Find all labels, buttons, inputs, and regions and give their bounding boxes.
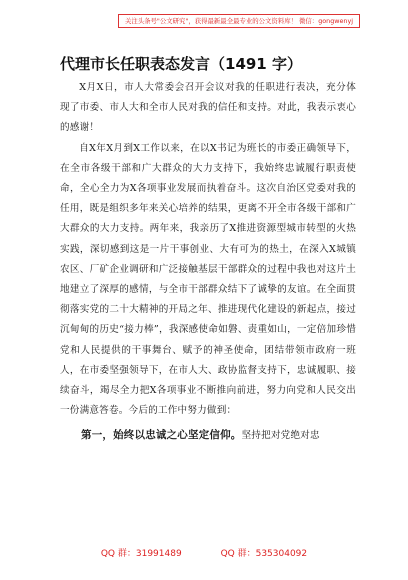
paragraph-1: X月X日，市人大常委会召开会议对我的任职进行表决，充分体现了市委、市人大和全市人民对我的信任和支持。对此，我表示衷心的感谢！ [60,82,356,134]
section-heading: 第一，始终以忠诚之心坚定信仰。 [81,429,242,442]
document-title: 代理市长任职表态发言（1491 字） [60,55,302,73]
section-text: 坚持把对党绝对忠 [241,430,320,442]
page-footer [0,546,408,559]
footer-qq-group-1: QQ 群：31991489 [100,549,182,559]
paragraph-2: 自X年X月到X工作以来，在以X书记为班长的市委正确领导下，在全市各级干部和广大群众的大力支持下，我始终忠诚履行职责使命，全心全力为X各项事业发展而执着奋斗。这次自治区党委对我的任用，既是组织多年来关心培养的结果，更离不开全市各级干部和广大群众的大力支持。两年来，我亲历了X推进资源型城市转型的火热实践，深切感到这是一片干事创业、大有可为的热土，在深入X城镇农区、厂矿企业调研和广泛接触基层干部群众的过程中我也对这片土地建立了深厚的感情，与全市干部群众结下了诚挚的友谊。在全面贯彻落实党的二十大精神的开局之年、推进现代化建设的新起点，接过沉甸甸的历史“接力棒”，我深感使命如磐、责重如山，一定倍加珍惜党和人民提供的干事舞台、赋予的神圣使命，团结带领市政府一班人，在市委坚强领导下，在市人大、政协监督支持下，忠诚履职、接续奋斗，竭尽全力把X各项事业不断推向前进，努力向党和人民交出一份满意答卷。今后的工作中努力做到： [60,142,356,417]
promo-banner: 关注头条号"公文研究"，获得最新最全最专业的公文资料库！ 微信：gongwenyj [118,14,360,28]
section-heading-paragraph [60,425,356,446]
footer-qq-group-2: QQ 群：535304092 [220,549,308,559]
document-body [60,78,356,447]
